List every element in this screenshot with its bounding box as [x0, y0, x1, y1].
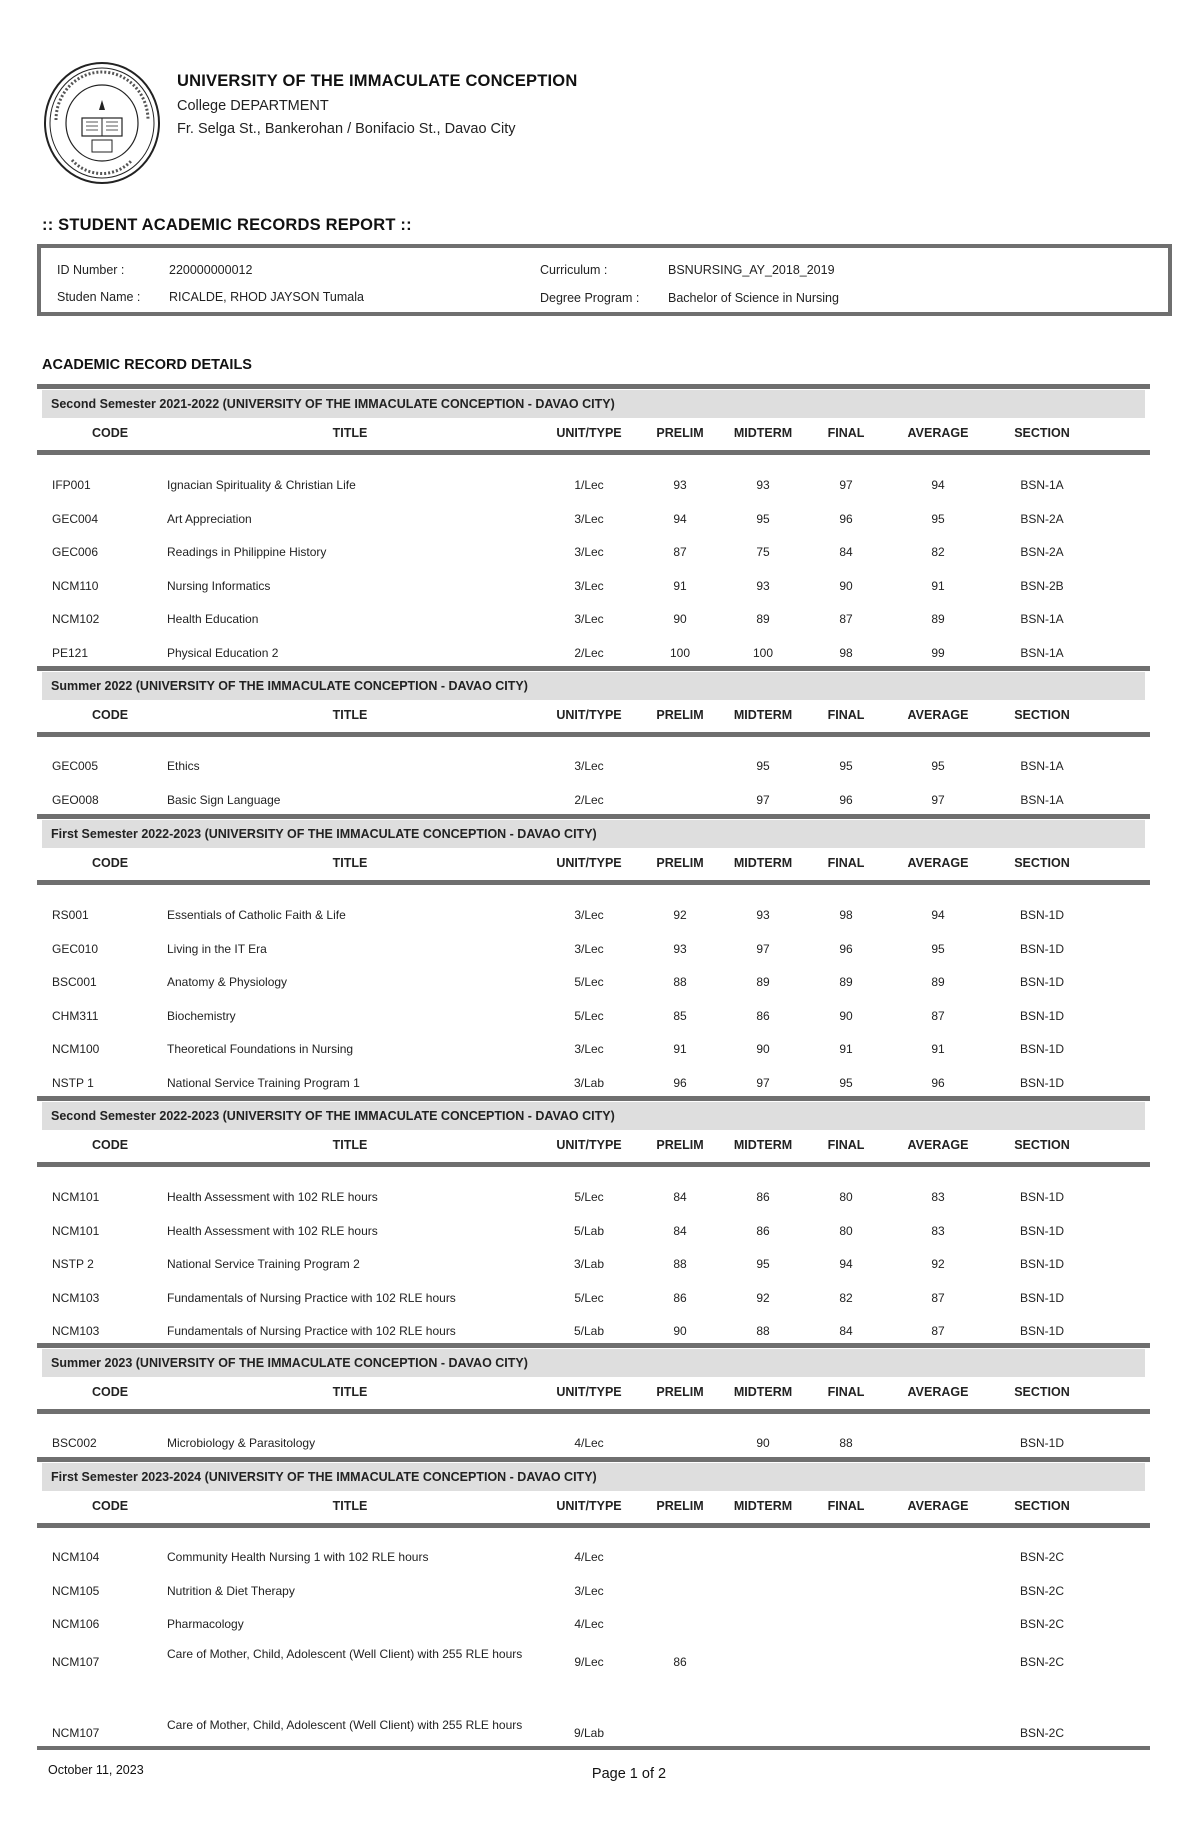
column-header-section: SECTION — [1014, 1385, 1070, 1399]
semester-divider-top — [37, 1096, 1150, 1101]
prelim-grade: 96 — [673, 1076, 687, 1090]
course-code: GEC005 — [52, 759, 99, 773]
prelim-grade: 88 — [673, 1257, 687, 1272]
course-code: BSC002 — [52, 1436, 97, 1450]
footer-divider — [37, 1746, 1150, 1750]
column-header-divider — [37, 732, 1150, 737]
department-name: College DEPARTMENT — [177, 98, 329, 114]
column-header-prelim: PRELIM — [656, 1385, 704, 1399]
degree-program-label: Degree Program : — [540, 291, 640, 305]
column-header-prelim: PRELIM — [656, 1499, 704, 1513]
midterm-grade: 86 — [756, 1190, 770, 1204]
course-title: Fundamentals of Nursing Practice with 102 RLE hours — [167, 1290, 456, 1305]
final-grade: 84 — [839, 545, 853, 560]
prelim-grade: 93 — [673, 941, 687, 956]
final-grade: 90 — [839, 578, 853, 593]
report-title: :: STUDENT ACADEMIC RECORDS REPORT :: — [42, 216, 412, 234]
column-header-midterm: MIDTERM — [733, 856, 793, 870]
column-header-average: AVERAGE — [907, 708, 969, 722]
course-title: Living in the IT Era — [167, 941, 267, 956]
semester-label: Summer 2023 (UNIVERSITY OF THE IMMACULATE CONCEPTION - DAVAO CITY) — [51, 1356, 528, 1370]
average-grade: 92 — [931, 1257, 945, 1272]
section: BSN-1D — [1019, 908, 1065, 922]
course-code: NCM101 — [52, 1190, 100, 1204]
column-header-unit-type: UNIT/TYPE — [556, 1138, 622, 1152]
course-code: RS001 — [52, 908, 89, 922]
column-header-title: TITLE — [332, 856, 368, 870]
university-address: Fr. Selga St., Bankerohan / Bonifacio St., Davao City — [177, 121, 516, 137]
course-title: Basic Sign Language — [167, 792, 281, 807]
column-header-title: TITLE — [332, 1385, 368, 1399]
semester-label: First Semester 2022-2023 (UNIVERSITY OF THE IMMACULATE CONCEPTION - DAVAO CITY) — [51, 827, 597, 841]
average-grade: 89 — [931, 975, 945, 990]
average-grade: 97 — [931, 792, 945, 807]
page-indicator: Page 1 of 2 — [591, 1766, 667, 1782]
column-header-title: TITLE — [332, 426, 368, 440]
column-header-code: CODE — [91, 1385, 129, 1399]
column-header-average: AVERAGE — [907, 1499, 969, 1513]
section: BSN-1D — [1019, 1223, 1065, 1238]
course-code: NCM101 — [52, 1223, 100, 1238]
column-header-title: TITLE — [332, 1138, 368, 1152]
average-grade: 94 — [931, 908, 945, 922]
final-grade: 94 — [839, 1257, 853, 1272]
course-title: Health Assessment with 102 RLE hours — [167, 1223, 378, 1238]
unit-type: 4/Lec — [574, 1550, 604, 1564]
unit-type: 5/Lec — [574, 1290, 604, 1305]
column-header-midterm: MIDTERM — [733, 1385, 793, 1399]
student-name-value: RICALDE, RHOD JAYSON Tumala — [169, 290, 364, 304]
course-title: Ethics — [167, 759, 200, 773]
course-title: Nutrition & Diet Therapy — [167, 1583, 295, 1598]
course-title: Health Education — [167, 612, 259, 627]
column-header-midterm: MIDTERM — [733, 426, 793, 440]
section: BSN-2C — [1019, 1550, 1065, 1564]
semester-divider-top — [37, 384, 1150, 389]
course-title: Theoretical Foundations in Nursing — [167, 1042, 354, 1057]
column-header-divider — [37, 1409, 1150, 1414]
section: BSN-2A — [1020, 545, 1064, 560]
final-grade: 87 — [839, 612, 853, 627]
course-title: Community Health Nursing 1 with 102 RLE hours — [167, 1550, 429, 1564]
course-code: GEC004 — [52, 511, 99, 526]
course-code: NCM106 — [52, 1617, 100, 1632]
semester-divider-top — [37, 666, 1150, 671]
course-code: GEC010 — [52, 941, 99, 956]
average-grade: 94 — [931, 478, 945, 492]
course-code: GEO008 — [52, 792, 99, 807]
average-grade: 83 — [931, 1190, 945, 1204]
semester-divider-top — [37, 1343, 1150, 1348]
unit-type: 5/Lab — [573, 1223, 605, 1238]
course-code: NCM102 — [52, 612, 100, 627]
student-info-box — [37, 244, 1172, 316]
column-header-midterm: MIDTERM — [733, 1499, 793, 1513]
final-grade: 96 — [839, 941, 853, 956]
column-header-title: TITLE — [332, 1499, 368, 1513]
semester-label: Summer 2022 (UNIVERSITY OF THE IMMACULATE CONCEPTION - DAVAO CITY) — [51, 679, 528, 693]
unit-type: 1/Lec — [574, 478, 604, 492]
midterm-grade: 93 — [756, 478, 770, 492]
midterm-grade: 97 — [756, 941, 770, 956]
course-code: CHM311 — [52, 1008, 99, 1023]
unit-type: 3/Lec — [574, 545, 604, 560]
final-grade: 88 — [839, 1436, 853, 1450]
average-grade: 95 — [931, 759, 945, 773]
course-code: NCM107 — [52, 1725, 100, 1740]
section: BSN-1D — [1019, 1436, 1065, 1450]
column-header-final: FINAL — [827, 426, 865, 440]
semester-label: Second Semester 2022-2023 (UNIVERSITY OF THE IMMACULATE CONCEPTION - DAVAO CITY) — [51, 1109, 615, 1123]
midterm-grade: 90 — [756, 1042, 770, 1057]
column-header-final: FINAL — [827, 856, 865, 870]
column-header-section: SECTION — [1014, 1499, 1070, 1513]
university-name: UNIVERSITY OF THE IMMACULATE CONCEPTION — [177, 72, 578, 90]
column-header-midterm: MIDTERM — [733, 708, 793, 722]
final-grade: 91 — [839, 1042, 853, 1057]
column-header-average: AVERAGE — [907, 426, 969, 440]
average-grade: 95 — [931, 941, 945, 956]
column-header-divider — [37, 880, 1150, 885]
prelim-grade: 91 — [673, 578, 687, 593]
course-title: Fundamentals of Nursing Practice with 102 RLE hours — [167, 1324, 456, 1339]
prelim-grade: 84 — [673, 1190, 687, 1204]
unit-type: 3/Lec — [574, 908, 604, 922]
midterm-grade: 95 — [756, 511, 770, 526]
column-header-section: SECTION — [1014, 708, 1070, 722]
average-grade: 82 — [931, 545, 945, 560]
average-grade: 83 — [931, 1223, 945, 1238]
section: BSN-2A — [1020, 511, 1064, 526]
course-code: NCM104 — [52, 1550, 100, 1564]
section: BSN-1D — [1019, 1257, 1065, 1272]
course-code: IFP001 — [52, 478, 91, 492]
final-grade: 95 — [839, 1076, 853, 1090]
course-code: PE121 — [52, 646, 89, 660]
section: BSN-1D — [1019, 1008, 1065, 1023]
section: BSN-2C — [1019, 1655, 1065, 1670]
midterm-grade: 100 — [752, 646, 774, 660]
section: BSN-2B — [1020, 578, 1064, 593]
curriculum-label: Curriculum : — [540, 263, 608, 277]
final-grade: 90 — [839, 1008, 853, 1023]
unit-type: 3/Lec — [574, 612, 604, 627]
unit-type: 3/Lab — [573, 1076, 605, 1090]
midterm-grade: 95 — [756, 1257, 770, 1272]
final-grade: 80 — [839, 1190, 853, 1204]
final-grade: 84 — [839, 1324, 853, 1339]
semester-divider-top — [37, 814, 1150, 819]
unit-type: 9/Lab — [573, 1725, 605, 1740]
course-title: Care of Mother, Child, Adolescent (Well Client) with 255 RLE hours — [167, 1717, 523, 1732]
section: BSN-1A — [1020, 792, 1064, 807]
final-grade: 95 — [839, 759, 853, 773]
midterm-grade: 75 — [756, 545, 770, 560]
institution-header — [177, 72, 577, 144]
course-title: Health Assessment with 102 RLE hours — [167, 1190, 378, 1204]
column-header-prelim: PRELIM — [656, 1138, 704, 1152]
prelim-grade: 87 — [673, 545, 687, 560]
prelim-grade: 100 — [669, 646, 691, 660]
section: BSN-2C — [1019, 1583, 1065, 1598]
final-grade: 80 — [839, 1223, 853, 1238]
unit-type: 5/Lec — [574, 1190, 604, 1204]
final-grade: 89 — [839, 975, 853, 990]
section: BSN-1D — [1019, 941, 1065, 956]
column-header-code: CODE — [91, 1138, 129, 1152]
section: BSN-2C — [1019, 1617, 1065, 1632]
prelim-grade: 90 — [673, 1324, 687, 1339]
unit-type: 3/Lec — [574, 1042, 604, 1057]
column-header-unit-type: UNIT/TYPE — [556, 426, 622, 440]
midterm-grade: 86 — [756, 1008, 770, 1023]
course-code: BSC001 — [52, 975, 97, 990]
section: BSN-1D — [1019, 1042, 1065, 1057]
id-number-label: ID Number : — [57, 263, 125, 277]
column-header-code: CODE — [91, 708, 129, 722]
semester-divider-top — [37, 1457, 1150, 1462]
column-header-divider — [37, 450, 1150, 455]
section: BSN-1A — [1020, 646, 1064, 660]
prelim-grade: 86 — [673, 1655, 687, 1670]
column-header-average: AVERAGE — [907, 856, 969, 870]
midterm-grade: 95 — [756, 759, 770, 773]
column-header-unit-type: UNIT/TYPE — [556, 856, 622, 870]
prelim-grade: 88 — [673, 975, 687, 990]
section: BSN-1D — [1019, 1290, 1065, 1305]
final-grade: 97 — [839, 478, 853, 492]
degree-program-value: Bachelor of Science in Nursing — [668, 291, 839, 305]
column-header-prelim: PRELIM — [656, 426, 704, 440]
unit-type: 5/Lec — [574, 975, 604, 990]
course-title: National Service Training Program 1 — [167, 1076, 360, 1090]
midterm-grade: 88 — [756, 1324, 770, 1339]
section: BSN-1D — [1019, 1324, 1065, 1339]
final-grade: 82 — [839, 1290, 853, 1305]
column-header-average: AVERAGE — [907, 1138, 969, 1152]
course-title: Care of Mother, Child, Adolescent (Well Client) with 255 RLE hours — [167, 1647, 523, 1662]
course-title: Pharmacology — [167, 1617, 244, 1632]
id-number-value: 220000000012 — [169, 263, 253, 277]
column-header-code: CODE — [91, 856, 129, 870]
midterm-grade: 86 — [756, 1223, 770, 1238]
average-grade: 87 — [931, 1290, 945, 1305]
column-header-unit-type: UNIT/TYPE — [556, 708, 622, 722]
unit-type: 5/Lab — [573, 1324, 605, 1339]
final-grade: 98 — [839, 908, 853, 922]
course-title: Biochemistry — [167, 1008, 236, 1023]
unit-type: 3/Lec — [574, 1583, 604, 1598]
prelim-grade: 85 — [673, 1008, 687, 1023]
column-header-final: FINAL — [827, 1138, 865, 1152]
unit-type: 3/Lec — [574, 941, 604, 956]
column-header-divider — [37, 1523, 1150, 1528]
midterm-grade: 92 — [756, 1290, 770, 1305]
column-header-divider — [37, 1162, 1150, 1167]
section: BSN-1A — [1020, 612, 1064, 627]
unit-type: 4/Lec — [574, 1617, 604, 1632]
column-header-final: FINAL — [827, 1499, 865, 1513]
column-header-title: TITLE — [332, 708, 368, 722]
average-grade: 95 — [931, 511, 945, 526]
course-code: NSTP 2 — [52, 1257, 94, 1272]
course-code: NCM103 — [52, 1324, 100, 1339]
prelim-grade: 94 — [673, 511, 687, 526]
column-header-average: AVERAGE — [907, 1385, 969, 1399]
column-header-final: FINAL — [827, 1385, 865, 1399]
midterm-grade: 93 — [756, 578, 770, 593]
final-grade: 96 — [839, 792, 853, 807]
midterm-grade: 97 — [756, 1076, 770, 1090]
course-title: National Service Training Program 2 — [167, 1257, 360, 1272]
report-date: October 11, 2023 — [48, 1763, 144, 1777]
section: BSN-1D — [1019, 1076, 1065, 1090]
unit-type: 2/Lec — [574, 792, 604, 807]
unit-type: 3/Lec — [574, 578, 604, 593]
midterm-grade: 89 — [756, 975, 770, 990]
column-header-code: CODE — [91, 1499, 129, 1513]
final-grade: 98 — [839, 646, 853, 660]
course-code: NCM110 — [52, 578, 99, 593]
student-name-label: Studen Name : — [57, 290, 141, 304]
average-grade: 91 — [931, 578, 945, 593]
column-header-prelim: PRELIM — [656, 856, 704, 870]
university-seal-logo — [42, 60, 162, 186]
prelim-grade: 93 — [673, 478, 687, 492]
curriculum-value: BSNURSING_AY_2018_2019 — [668, 263, 835, 277]
column-header-section: SECTION — [1014, 856, 1070, 870]
column-header-section: SECTION — [1014, 1138, 1070, 1152]
average-grade: 96 — [931, 1076, 945, 1090]
course-title: Physical Education 2 — [167, 646, 279, 660]
column-header-prelim: PRELIM — [656, 708, 704, 722]
course-code: NSTP 1 — [52, 1076, 94, 1090]
course-title: Nursing Informatics — [167, 578, 271, 593]
unit-type: 9/Lec — [574, 1655, 604, 1670]
column-header-final: FINAL — [827, 708, 865, 722]
course-code: NCM103 — [52, 1290, 100, 1305]
section: BSN-1D — [1019, 975, 1065, 990]
course-title: Anatomy & Physiology — [167, 975, 288, 990]
final-grade: 96 — [839, 511, 853, 526]
average-grade: 91 — [931, 1042, 945, 1057]
course-title: Microbiology & Parasitology — [167, 1436, 316, 1450]
prelim-grade: 92 — [673, 908, 687, 922]
column-header-code: CODE — [91, 426, 129, 440]
semester-label: Second Semester 2021-2022 (UNIVERSITY OF THE IMMACULATE CONCEPTION - DAVAO CITY) — [51, 397, 615, 411]
course-title: Readings in Philippine History — [167, 545, 327, 560]
column-header-section: SECTION — [1014, 426, 1070, 440]
course-title: Essentials of Catholic Faith & Life — [167, 908, 346, 922]
column-header-midterm: MIDTERM — [733, 1138, 793, 1152]
course-title: Ignacian Spirituality & Christian Life — [167, 478, 356, 492]
prelim-grade: 84 — [673, 1223, 687, 1238]
midterm-grade: 90 — [756, 1436, 770, 1450]
course-code: NCM100 — [52, 1042, 100, 1057]
course-code: NCM105 — [52, 1583, 100, 1598]
midterm-grade: 97 — [756, 792, 770, 807]
prelim-grade: 86 — [673, 1290, 687, 1305]
semester-label: First Semester 2023-2024 (UNIVERSITY OF THE IMMACULATE CONCEPTION - DAVAO CITY) — [51, 1470, 597, 1484]
average-grade: 89 — [931, 612, 945, 627]
average-grade: 87 — [931, 1008, 945, 1023]
prelim-grade: 90 — [673, 612, 687, 627]
prelim-grade: 91 — [673, 1042, 687, 1057]
unit-type: 2/Lec — [574, 646, 604, 660]
section: BSN-1A — [1020, 759, 1064, 773]
column-header-unit-type: UNIT/TYPE — [556, 1385, 622, 1399]
midterm-grade: 93 — [756, 908, 770, 922]
course-code: GEC006 — [52, 545, 99, 560]
unit-type: 5/Lec — [574, 1008, 604, 1023]
unit-type: 3/Lec — [574, 511, 604, 526]
course-title: Art Appreciation — [167, 511, 252, 526]
midterm-grade: 89 — [756, 612, 770, 627]
unit-type: 3/Lec — [574, 759, 604, 773]
course-code: NCM107 — [52, 1655, 100, 1670]
average-grade: 99 — [931, 646, 945, 660]
academic-record-details-title: ACADEMIC RECORD DETAILS — [42, 357, 252, 373]
section: BSN-1D — [1019, 1190, 1065, 1204]
section: BSN-1A — [1020, 478, 1064, 492]
unit-type: 4/Lec — [574, 1436, 604, 1450]
column-header-unit-type: UNIT/TYPE — [556, 1499, 622, 1513]
section: BSN-2C — [1019, 1725, 1065, 1740]
unit-type: 3/Lab — [573, 1257, 605, 1272]
average-grade: 87 — [931, 1324, 945, 1339]
